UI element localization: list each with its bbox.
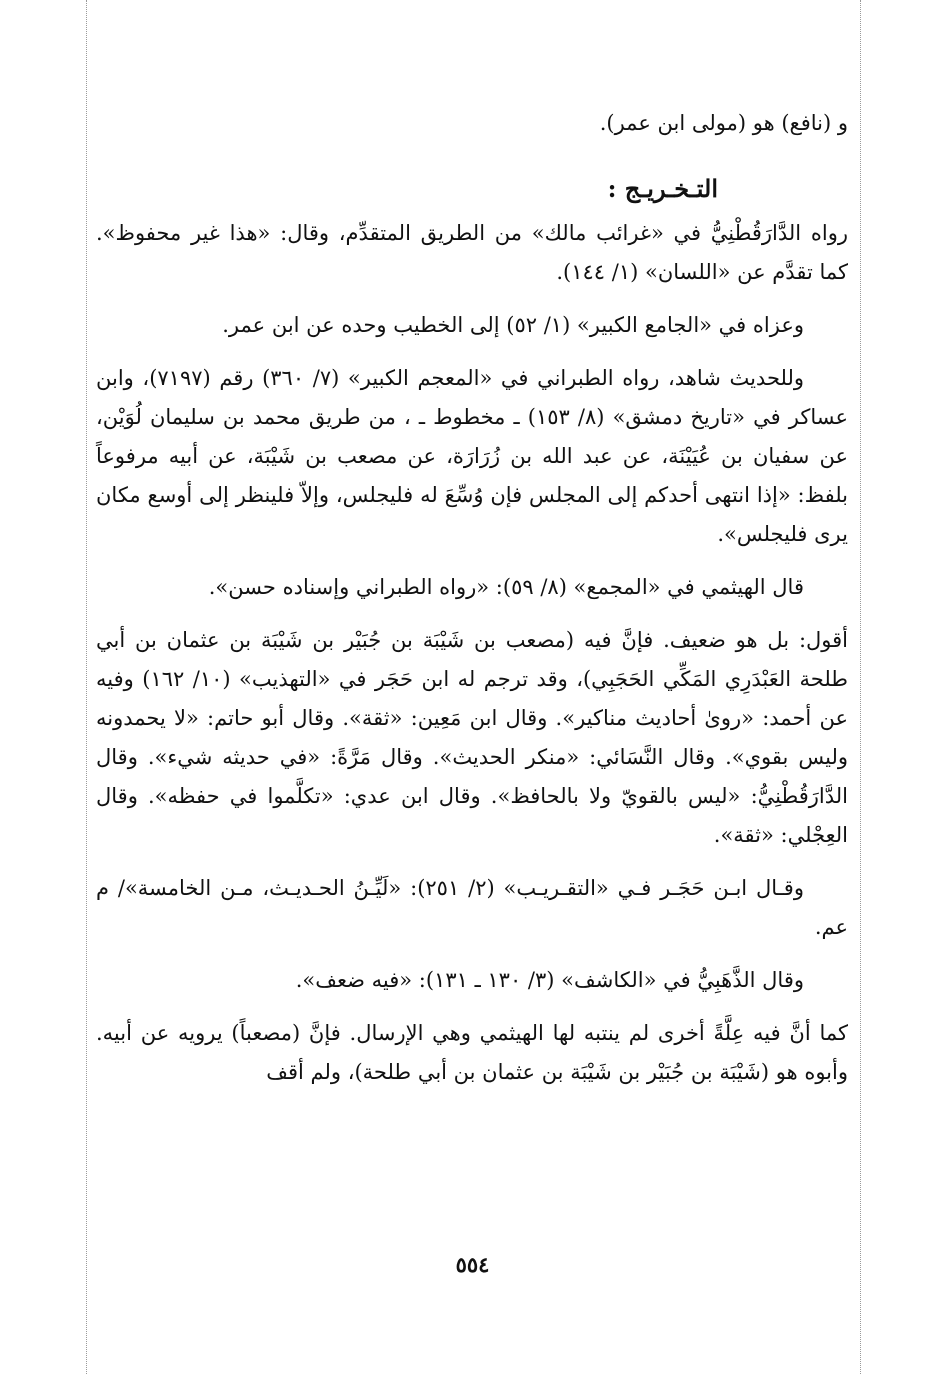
paragraph-dhahabi: وقال الذَّهَبِيُّ في «الكاشف» (٣/ ١٣٠ ـ ١٣١): «فيه ضعف».: [295, 968, 804, 992]
paragraph-jami-kabir: وعزاه في «الجامع الكبير» (١/ ٥٢) إلى الخطيب وحده عن ابن عمر.: [222, 313, 804, 337]
page-number: ٥٥٤: [455, 1252, 490, 1277]
right-margin-rule: [860, 0, 861, 1374]
paragraph-illah: كما أنَّ فيه عِلَّةً أخرى لم ينتبه لها الهيثمي وهي الإرسال. فإنَّ (مصعباً) يرويه عن أبيه. وأبوه هو (شَيْبَة بن جُبَيْر بن شَيْبَة بن عثمان بن أبي طلحة)، ولم أقف: [96, 1021, 848, 1084]
paragraph-aqul: أقول: بل هو ضعيف. فإنَّ فيه (مصعب بن شَيْبَة بن جُبَيْر بن شَيْبَة بن عثمان بن أبي طلحة العَبْدَرِي المَكِّي الحَجَبِي)، وقد ترجم له ابن حَجَر في «التهذيب» (١٠/ ١٦٢) وفيه عن أحمد: «روىٰ أحاديث مناكير». وقال ابن مَعِين: «ثقة». وقال أبو حاتم: «لا يحمدونه وليس بقوي». وقال النَّسَائي: «منكر الحديث». وقال مَرَّةً: «في حديثه شيء». وقال الدَّارَقُطْنِيُّ: «ليس بالقويّ ولا بالحافظ». وقال ابن عدي: «تكلَّموا في حفظه». وقال العِجْلي: «ثقة».: [96, 628, 848, 847]
paragraph-ibn-hajar-taqrib: وقـال ابـن حَجَـر فـي «التقـريـب» (٢/ ٢٥١): «لَيِّـنُ الحـديـث، مـن الخامسة»/ م عم.: [96, 876, 848, 939]
paragraph-shahid: وللحديث شاهد، رواه الطبراني في «المعجم الكبير» (٧/ ٣٦٠) رقم (٧١٩٧)، وابن عساكر في «تاريخ دمشق» (٨/ ١٥٣) ـ مخطوط ـ ، من طريق محمد بن سليمان لُوَيْن، عن سفيان بن عُيَيْنَة، عن عبد الله بن زُرَارَة، عن مصعب بن شَيْبَة، عن أبيه مرفوعاً بلفظ: «إذا انتهى أحدكم إلى المجلس فإن وُسِّعَ له فليجلس، وإلاّ فلينظر إلى أوسع مكان يرى فليجلس».: [96, 366, 848, 546]
paragraph-haythami: قال الهيثمي في «المجمع» (٨/ ٥٩): «رواه الطبراني وإسناده حسن».: [208, 575, 804, 599]
page-text-body: [96, 104, 848, 1106]
left-margin-rule: [86, 0, 87, 1374]
paragraph-daraqutni: رواه الدَّارَقُطْنِيُّ في «غرائب مالك» من الطريق المتقدِّم، وقال: «هذا غير محفوظ». كما تقدَّم عن «اللسان» (١/ ١٤٤).: [96, 221, 848, 284]
section-heading-takhrij: التـخـريـج :: [607, 174, 718, 203]
paragraph-nafi: و (نافع) هو (مولى ابن عمر).: [599, 111, 848, 135]
